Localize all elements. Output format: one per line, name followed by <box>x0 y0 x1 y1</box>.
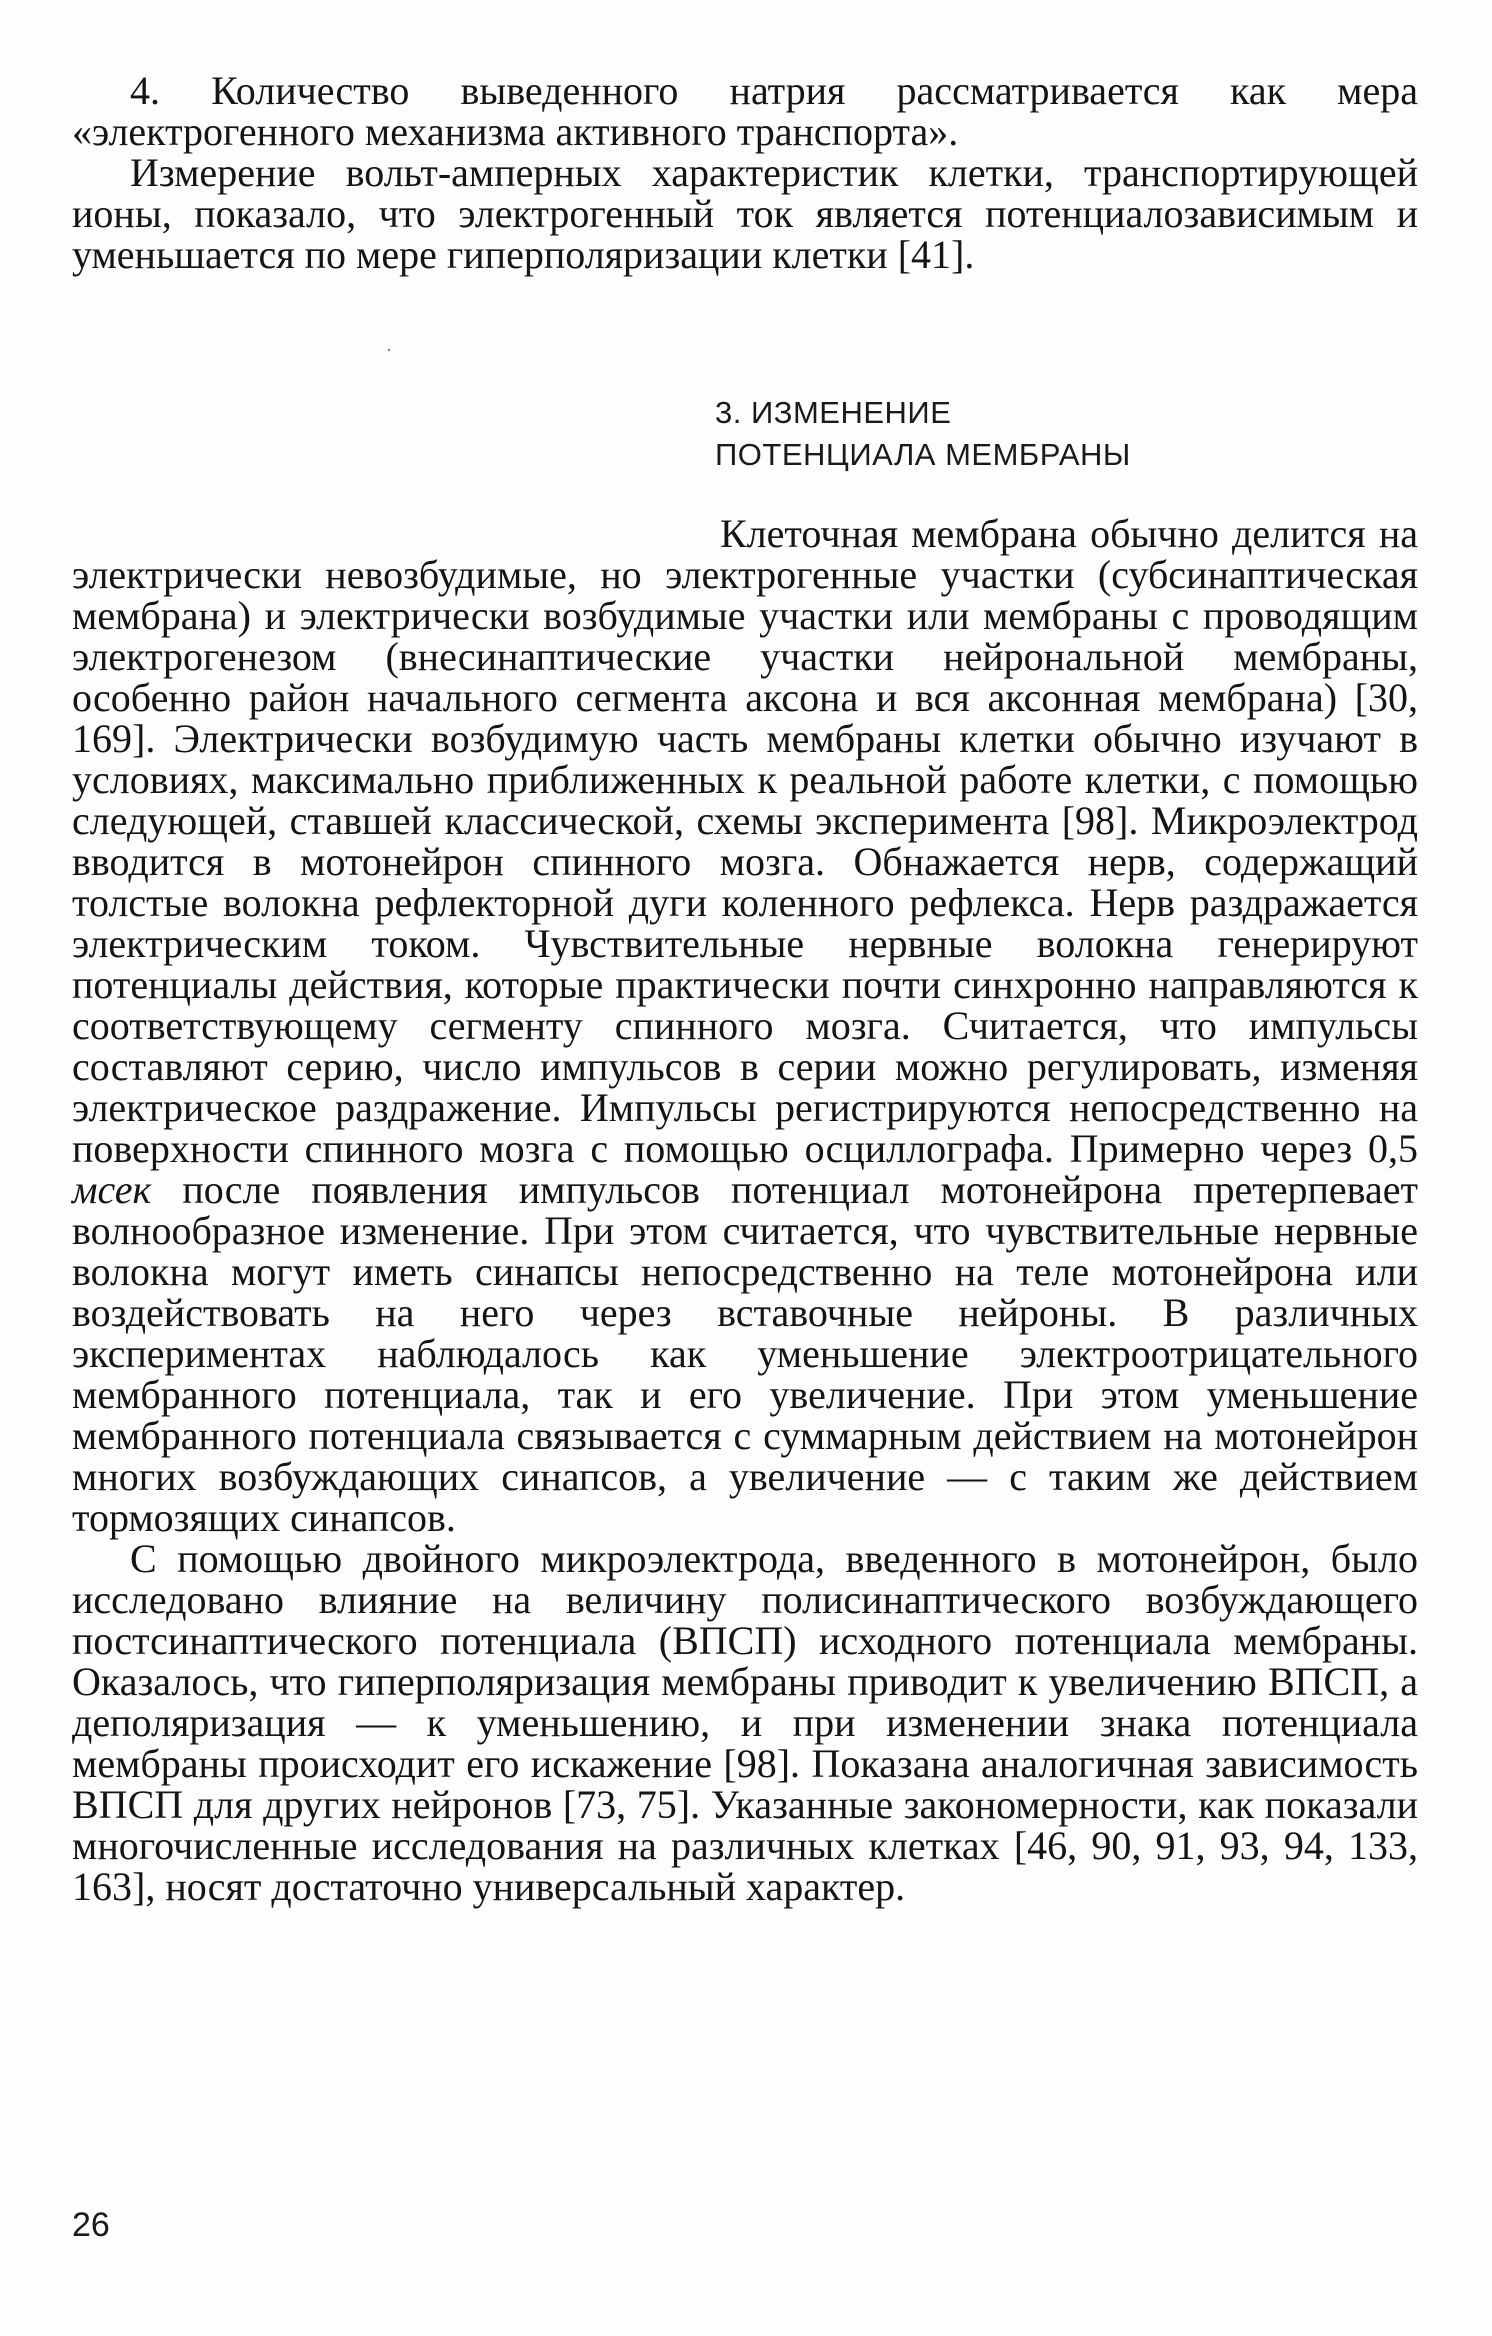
paragraph-measurement: Измерение вольт-амперных характеристик клетки, транспортирующей ионы, показало, что электрогенный ток является потенциалозависимым и уменьшается по мере гиперполяризации клетки [41]. <box>72 150 1418 277</box>
main-text-block <box>72 513 1418 1907</box>
section-heading <box>715 392 1335 476</box>
paragraph-double-electrode: С помощью двойного микроэлектрода, введенного в мотонейрон, было исследовано влияние на величину полисинаптического возбуждающего постсинаптического потенциала (ВПСП) исходного потенциала мембраны. Оказалось, что гиперполяризация мембраны приводит к увеличению ВПСП, а деполяризация — к уменьшению, и при изменении знака потенциала мембраны происходит его искажение [98]. Показана аналогичная зависимость ВПСП для других нейронов [73, 75]. Указанные закономерности, как показали многочисленные исследования на различных клетках [46, 90, 91, 93, 94, 133, 163], носят достаточно универсальный характер. <box>72 1536 1418 1909</box>
unit-msec: мсек <box>72 1167 152 1212</box>
paragraph-membrane-part-1: Клеточная мембрана обычно делится на электрически невозбудимые, но электрогенные участки (субсинаптическая мембрана) и электрически возбудимые участки или мембраны с проводящим электрогенезом (внесинаптические участки нейрональной мембраны, особенно район начального сегмента аксона и вся аксонная мембрана) [30, 169]. Электрически возбудимую часть мембраны клетки обычно изучают в условиях, максимально приближенных к реальной работе клетки, с помощью следующей, ставшей классической, схемы эксперимента [98]. Микроэлектрод вводится в мотонейрон спинного мозга. Обнажается нерв, содержащий толстые волокна рефлекторной дуги коленного рефлекса. Нерв раздражается электрическим током. Чувствительные нервные волокна генерируют потенциалы действия, которые практически почти синхронно направляются к соответствующему сегменту спинного мозга. Считается, что импульсы составляют серию, число импульсов в серии можно регулировать, изменяя электрическое раздражение. Импульсы регистрируются непосредственно на поверхности спинного мозга с помощью осциллографа. Примерно через 0,5 <box>72 511 1418 1171</box>
paragraph-membrane <box>72 513 1418 1538</box>
page-number: 26 <box>72 2206 110 2244</box>
section-heading-line-2: ПОТЕНЦИАЛА МЕМБРАНЫ <box>715 437 1131 472</box>
paragraph-membrane-part-2: после появления импульсов потенциал мотонейрона претерпевает волнообразное изменение. При этом считается, что чувствительные нервные волокна могут иметь синапсы непосредственно на теле мотонейрона или воздействовать на него через вставочные нейроны. В различных экспериментах наблюдалось как уменьшение электроотрицательного мембранного потенциала, так и его увеличение. При этом уменьшение мембранного потенциала связывается с суммарным действием на мотонейрон многих возбуждающих синапсов, а увеличение — с таким же действием тормозящих синапсов. <box>72 1167 1418 1540</box>
print-speck <box>388 349 390 351</box>
top-text-block <box>72 70 1418 275</box>
section-heading-line-1: 3. ИЗМЕНЕНИЕ <box>715 395 952 430</box>
paragraph-item-4: 4. Количество выведенного натрия рассматривается как мера «электрогенного механизма активного транспорта». <box>72 68 1418 154</box>
